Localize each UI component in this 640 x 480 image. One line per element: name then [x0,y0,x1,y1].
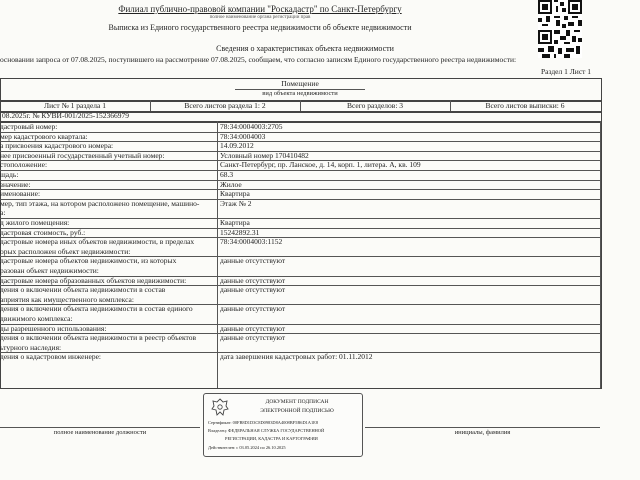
row-label: именование: [0,189,41,199]
info-title: Сведения о характеристиках объекта недвижимости [216,44,394,53]
emblem-icon [211,398,229,418]
row-divider [0,170,600,171]
row-label: дения о кадастровом инженере: [0,352,101,362]
row-value: Квартира [220,189,250,199]
row-label: значение: [0,179,31,189]
row-divider [0,132,600,133]
stamp-validity: Действителен: с 03.05.2024 по 26.10.2025 [208,445,286,450]
name-label: инициалы, фамилия [454,429,511,436]
row-value: 68.3 [220,170,234,179]
row-value: 78:34:0004003:2705 [220,122,283,131]
stamp-owner-2: РЕГИСТРАЦИИ, КАДАСТРА И КАРТОГРАФИИ [225,436,318,441]
document-number: 08.2025г. № КУВИ-001/2025-152366979 [2,111,130,120]
row-value: Условный номер 170410482 [220,150,309,160]
row-label: щадь: [0,170,19,179]
row-label: дастровые номера объектов недвижимости, из которых [0,256,177,266]
extract-total: Всего листов выписки: 6 [485,101,565,110]
row-label: дастровая стоимость, руб.: [0,227,86,237]
row-label: движимого комплекса: [0,314,73,323]
row-label: дения о включении объекта недвижимости в состав единого [0,304,193,314]
row-label: разован объект недвижимости: [0,266,99,275]
row-label: нее присвоенный государственный учетный номер: [0,150,165,160]
section-page: Раздел 1 Лист 1 [541,67,592,76]
row-label: а: [0,208,6,218]
row-value: данные отсутствуют [220,256,286,266]
row-label: мер, тип этажа, на котором расположено помещение, машино- [0,198,200,208]
row-label: дастровые номера образованных объектов недвижимости: [0,275,187,285]
row-label: мер кадастрового квартала: [0,131,88,141]
row-value: Этаж № 2 [220,198,252,208]
request-text: основании запроса от 07.08.2025, поступившего на рассмотрение 07.08.2025, сообщаем, что согласно записям Единого государственного реестра недвижимости: [0,55,517,64]
row-label: стоположение: [0,160,48,170]
row-value: Жилое [220,179,242,189]
sheet-number: Лист № 1 раздела 1 [44,101,106,110]
row-value: 78:34:0004003 [220,131,266,141]
position-label: полное наименование должности [53,429,147,436]
stamp-owner: Владелец: ФЕДЕРАЛЬНАЯ СЛУЖБА ГОСУДАРСТВЕННОЙ [208,428,325,433]
object-type-note: вид объекта недвижимости [262,90,338,97]
row-divider [0,218,600,219]
row-divider [0,180,600,181]
row-label: дастровые номера иных объектов недвижимости, в пределах [0,237,195,247]
row-label: орых расположен объект недвижимости: [0,246,131,256]
row-divider [0,189,600,190]
row-label: дения о включении объекта недвижимости в реестр объектов [0,333,197,343]
row-value: 14.09.2012 [220,141,254,151]
row-value: Санкт-Петербург, пр. Ланское, д. 14, корп. 1, литера. А, кв. 109 [220,160,421,170]
stamp-certificate: Сертификат: 00FB8D1D3C8D0983D8A4008BF5B6D1A1E8 [208,420,319,425]
row-label: дения о включении объекта недвижимости в состав [0,285,166,295]
row-value: 15242892.31 [220,227,260,237]
agency-name: Филиал публично-правовой компании "Роскадастр" по Санкт-Петербургу [118,4,402,14]
object-type: Помещение [281,79,319,88]
row-value: дата завершения кадастровых работ: 01.11.2012 [220,352,373,362]
row-label: а присвоения кадастрового номера: [0,141,114,151]
row-value: данные отсутствуют [220,333,286,343]
row-value: 78:34:0004003:1152 [220,237,283,247]
row-label: априятия как имущественного комплекса: [0,294,134,304]
row-divider [0,228,600,229]
row-value: данные отсутствуют [220,323,286,333]
row-value: данные отсутствуют [220,304,286,314]
extract-title: Выписка из Единого государственного реестра недвижимости об объекте недвижимости [108,23,412,32]
agency-note: полное наименование органа регистрации прав [209,15,311,20]
sections-total: Всего разделов: 3 [346,101,404,110]
row-label: ды разрешенного использования: [0,323,107,333]
row-value: данные отсутствуют [220,275,286,285]
row-value: Квартира [220,218,250,227]
stamp-title-2: ЭЛЕКТРОННОЙ ПОДПИСЬЮ [260,408,334,414]
stamp-title-1: ДОКУМЕНТ ПОДПИСАН [265,399,329,405]
qr-code-icon [538,0,582,58]
row-label: д жилого помещения: [0,218,70,227]
row-label: ьтурного наследия: [0,342,62,352]
section-total: Всего листов раздела 1: 2 [184,101,266,110]
row-label: дастровый номер: [0,122,58,131]
row-value: данные отсутствуют [220,285,286,295]
